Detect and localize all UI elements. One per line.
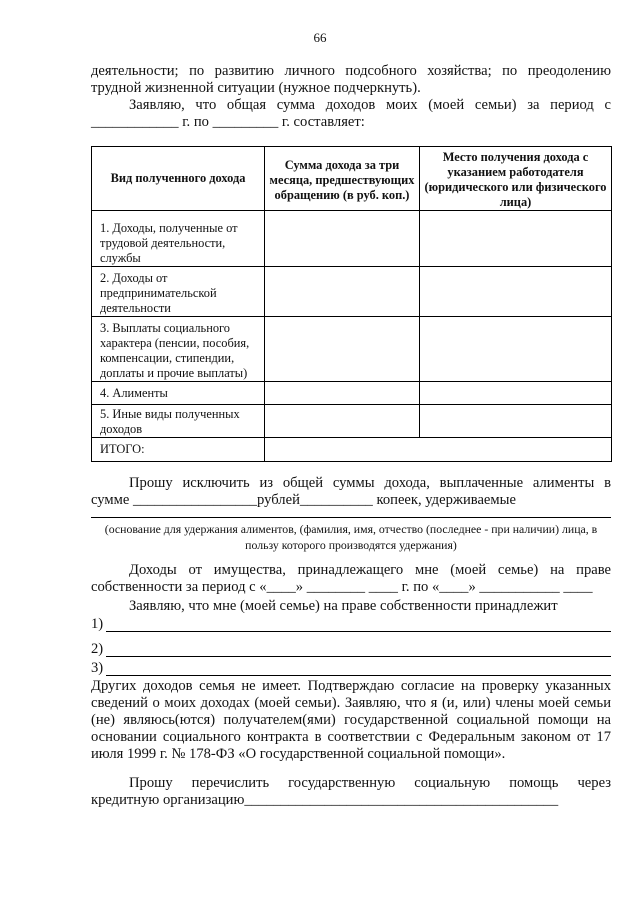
header-income-sum: Сумма дохода за три месяца, предшествующих обращению (в руб. коп.) — [265, 147, 420, 211]
header-income-type: Вид полученного дохода — [92, 147, 265, 211]
row-place-cell[interactable] — [420, 317, 612, 382]
alimony-line-2: сумме _________________рублей__________ копеек, удерживаемые — [91, 492, 516, 508]
row-label: 5. Иные виды полученных доходов — [92, 405, 265, 438]
table-row — [92, 317, 612, 382]
property-item-1-line[interactable] — [106, 631, 611, 632]
list-item-number: 3) — [91, 660, 104, 676]
list-item-number: 1) — [91, 616, 104, 632]
row-label: 1. Доходы, полученные от трудовой деятельности, службы — [92, 211, 265, 267]
owns-declaration: Заявляю, что мне (моей семье) на праве собственности принадлежит — [129, 598, 558, 614]
row-sum-cell[interactable] — [265, 405, 420, 438]
table-row — [92, 211, 612, 267]
row-label: 2. Доходы от предпринимательской деятельности — [92, 267, 265, 317]
declare-line-1: Заявляю, что общая сумма доходов моих (моей семьи) за период с — [129, 97, 611, 113]
total-value-cell[interactable] — [265, 438, 612, 462]
property-line-1: Доходы от имущества, принадлежащего мне (моей семье) на праве — [129, 562, 611, 578]
paragraph-top: деятельности; по развитию личного подсобного хозяйства; по преодолению трудной жизненной ситуации (нужное подчеркнуть). — [91, 63, 611, 96]
table-row — [92, 382, 612, 405]
row-sum-cell[interactable] — [265, 211, 420, 267]
row-sum-cell[interactable] — [265, 317, 420, 382]
table-row — [92, 405, 612, 438]
row-label: 4. Алименты — [92, 382, 265, 405]
row-sum-cell[interactable] — [265, 382, 420, 405]
property-item-2-line[interactable] — [106, 656, 611, 657]
transfer-line-2: кредитную организацию___________________________________________ — [91, 792, 559, 808]
alimony-basis-note: (основание для удержания алиментов, (фамилия, имя, отчество (последнее - при наличии) лица, в пользу которого производятся удержания) — [104, 522, 598, 552]
table-row — [92, 267, 612, 317]
transfer-line-1: Прошу перечислить государственную социальную помощь через — [129, 775, 611, 791]
income-table — [91, 146, 612, 462]
alimony-basis-line[interactable] — [91, 517, 611, 518]
row-place-cell[interactable] — [420, 382, 612, 405]
property-item-3-line[interactable] — [106, 675, 611, 676]
list-item-number: 2) — [91, 641, 104, 657]
row-place-cell[interactable] — [420, 211, 612, 267]
header-income-place: Место получения дохода с указанием работодателя (юридического или физического лица) — [420, 147, 612, 211]
consent-paragraph: Других доходов семья не имеет. Подтверждаю согласие на проверку указанных сведений о моих доходах (моей семьи). Заявляю, что я (и, или) члены моей семьи (не) являюсь(ются) получателем(ями) государственной социальной помощи на основании социального контракта в соответствии с Федеральным законом от 17 июля 1999 г. № 178-ФЗ «О государственной социальной помощи». — [91, 678, 611, 762]
alimony-line-1: Прошу исключить из общей суммы дохода, выплаченные алименты в — [129, 475, 611, 491]
table-total-row — [92, 438, 612, 462]
declare-line-2: ____________ г. по _________ г. составляет: — [91, 114, 365, 130]
row-sum-cell[interactable] — [265, 267, 420, 317]
row-place-cell[interactable] — [420, 405, 612, 438]
row-label: 3. Выплаты социального характера (пенсии, пособия, компенсации, стипендии, доплаты и прочие выплаты) — [92, 317, 265, 382]
total-label: ИТОГО: — [92, 438, 265, 462]
table-header-row — [92, 147, 612, 211]
page-number: 66 — [313, 30, 327, 45]
property-line-2: собственности за период с «____» ________ ____ г. по «____» ___________ ____ — [91, 579, 593, 595]
row-place-cell[interactable] — [420, 267, 612, 317]
